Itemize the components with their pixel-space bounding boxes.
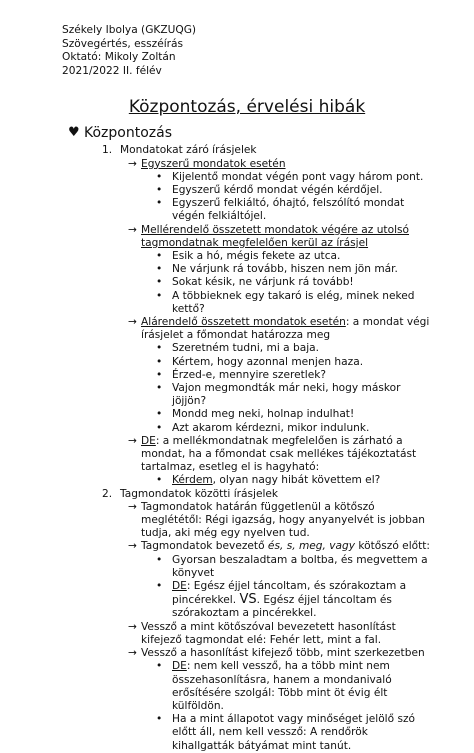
list-item (156, 171, 432, 184)
bullet-icon: • (156, 421, 163, 434)
list-item-text: Mellérendelő összetett mondatok végére az utolsó tagmondatnak megfelelően kerül az írásjel (141, 223, 410, 249)
list-item-rest: , olyan nagy hibát követtem el? (212, 474, 381, 487)
bullet-icon: • (156, 553, 163, 566)
bullet-icon: • (156, 197, 163, 210)
document-header (62, 24, 432, 78)
bullet-icon: • (156, 660, 163, 673)
list-item (156, 356, 432, 369)
list-item-text (141, 316, 432, 342)
list-item-rest: : nem kell vessző, ha a több mint nem összehasonlításra, hanem a mondanivaló erősítésére szolgál: Több mint öt évig élt külföldön. (172, 660, 392, 712)
list-item (128, 158, 432, 171)
list-item-text (172, 660, 432, 713)
list-item (128, 647, 432, 660)
list-item-text: A többieknek egy takaró is elég, minek neked kettő? (172, 289, 415, 315)
list-item (128, 501, 432, 541)
term: 2021/2022 II. félév (62, 64, 162, 77)
bullet-icon: • (156, 342, 163, 355)
section-heading (68, 124, 432, 142)
list-item (128, 540, 432, 553)
list-item (156, 290, 432, 316)
heart-icon: ♥ (68, 125, 80, 141)
arrow-icon: → (128, 223, 137, 236)
underlined-term: Alárendelő összetett mondatok esetén (141, 316, 346, 329)
list-item-text (141, 435, 432, 475)
list-item-text: Egyszerű felkiáltó, óhajtó, felszólító mondat végén felkiáltójel. (172, 197, 405, 223)
list-item-rest: : a mellékmondatnak megfelelően is zárható a mondat, ha a főmondat csak mellékes tájékoztatást tartalmaz, esetleg el is hagyható: (141, 434, 417, 474)
underlined-term: DE (172, 580, 187, 593)
arrow-icon: → (128, 647, 137, 660)
list-item-text: Kijelentő mondat végén pont vagy három pont. (172, 170, 424, 183)
list-item (156, 382, 432, 408)
list-item (156, 422, 432, 435)
arrow-icon: → (128, 500, 137, 513)
italic-conjunctions: és, s, meg, vagy (267, 540, 355, 553)
list-number: 1. (102, 144, 113, 157)
author-name: Székely Ibolya (GKZUQG) (62, 24, 197, 36)
list-item-text: Egyszerű kérdő mondat végén kérdőjel. (172, 183, 383, 196)
list-item-text (141, 540, 432, 553)
list-item (128, 224, 432, 250)
list-item (156, 369, 432, 382)
list-item (102, 488, 432, 501)
list-item-rest: : Egész éjjel táncoltam, és szórakoztam a pincérekkel. (172, 580, 407, 607)
list-item-text: Ne várjunk rá tovább, hiszen nem jön már. (172, 263, 398, 276)
bullet-icon: • (156, 382, 163, 395)
list-item (156, 197, 432, 223)
list-item-text: Tagmondatok közötti írásjelek (120, 487, 279, 500)
list-item-text: Kértem, hogy azonnal menjen haza. (172, 355, 364, 368)
list-item-post: kötőszó előtt: (355, 540, 430, 553)
list-item-rest: : a mondat végi írásjelet a főmondat határozza meg (141, 316, 430, 342)
list-item (156, 554, 432, 580)
bullet-icon: • (156, 474, 163, 487)
arrow-icon: → (128, 157, 137, 170)
arrow-icon: → (128, 316, 137, 329)
underlined-term: DE (141, 434, 156, 447)
underlined-term: DE (172, 660, 187, 673)
list-item (156, 474, 432, 487)
list-item-text: Egyszerű mondatok esetén (141, 157, 286, 170)
list-item-text: Gyorsan beszaladtam a boltba, és megvettem a könyvet (172, 553, 428, 579)
list-item (102, 144, 432, 157)
list-item-text: Vajon megmondták már neki, hogy máskor jöjjön? (172, 382, 401, 408)
list-item (156, 342, 432, 355)
list-item (128, 435, 432, 475)
section-heading-text: Központozás (84, 125, 172, 142)
list-item-text: Ha a mint állapotot vagy minőséget jelölő szó előtt áll, nem kell vessző: A rendőrök kihallgatták bátyámat mint tanút. (172, 713, 416, 752)
list-number: 2. (102, 487, 113, 500)
list-item-text: Tagmondatok határán függetlenül a kötőszó meglététől: Régi igazság, hogy anyanyelvét is jobban tudja, aki még egy nyelven tud. (141, 500, 426, 540)
list-item-text: Vessző a hasonlítást kifejező több, mint szerkezetben (141, 647, 425, 660)
list-item (156, 580, 432, 621)
list-item-pre: Tagmondatok bevezető (141, 540, 268, 553)
bullet-icon: • (156, 289, 163, 302)
list-item-text: Mondd meg neki, holnap indulhat! (172, 408, 355, 421)
bullet-icon: • (156, 713, 163, 726)
list-item (156, 713, 432, 753)
bullet-icon: • (156, 408, 163, 421)
list-item-text: Azt akarom kérdezni, mikor indulunk. (172, 421, 370, 434)
list-item-text (172, 580, 432, 621)
bullet-icon: • (156, 276, 163, 289)
bullet-icon: • (156, 170, 163, 183)
list-item-rest-2: . Egész éjjel táncoltam és szórakoztam a pincérekkel. (172, 594, 392, 620)
list-item-text: Vessző a mint kötőszóval bevezetett hasonlítást kifejező tagmondat elé: Fehér lett, mint a fal. (141, 620, 396, 646)
list-item (156, 184, 432, 197)
bullet-icon: • (156, 580, 163, 593)
bullet-icon: • (156, 250, 163, 262)
list-item (156, 250, 432, 263)
page-title: Központozás, érvelési hibák (128, 97, 366, 118)
bullet-icon: • (156, 355, 163, 368)
list-item-text (172, 474, 432, 487)
list-item-text: Szeretném tudni, mi a baja. (172, 342, 320, 355)
list-item (156, 660, 432, 713)
arrow-icon: → (128, 434, 137, 447)
list-item-text: Esik a hó, mégis fekete az utca. (172, 250, 341, 262)
list-item-text: Sokat késik, ne várjunk rá tovább! (172, 276, 354, 289)
arrow-icon: → (128, 620, 137, 633)
course-name: Szövegértés, esszéírás (62, 37, 184, 50)
list-item (156, 263, 432, 276)
versus-label: VS (239, 592, 257, 608)
list-item (128, 316, 432, 342)
list-item-text: Mondatokat záró írásjelek (120, 144, 257, 157)
bullet-icon: • (156, 368, 163, 381)
bullet-icon: • (156, 263, 163, 276)
list-item (156, 276, 432, 289)
bullet-icon: • (156, 183, 163, 196)
list-item (128, 621, 432, 647)
list-item-text: Érzed-e, mennyire szeretlek? (172, 368, 327, 381)
list-item (156, 408, 432, 421)
teacher-name: Oktató: Mikoly Zoltán (62, 51, 176, 64)
underlined-term: Kérdem (172, 474, 213, 487)
arrow-icon: → (128, 540, 137, 553)
